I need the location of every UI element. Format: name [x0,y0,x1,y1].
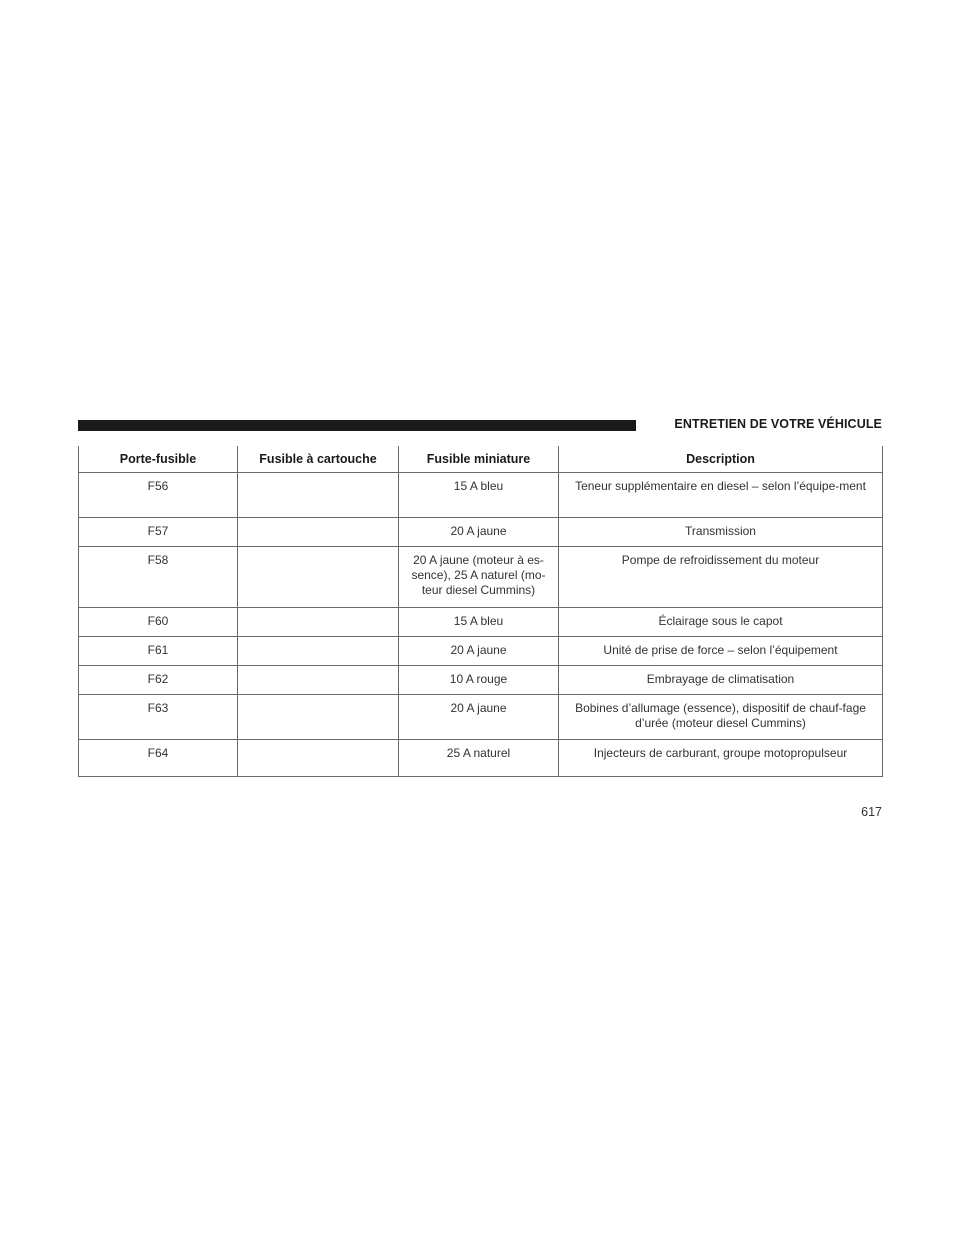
cell-mini-fuse: 10 A rouge [399,666,559,695]
table-row [79,518,883,547]
table-row [79,608,883,637]
cell-fuse-support: F63 [79,695,238,740]
cell-mini-fuse: 25 A naturel [399,740,559,777]
table-row [79,666,883,695]
column-header-fuse-support: Porte-fusible [79,446,238,473]
table-row [79,740,883,777]
table-row [79,473,883,518]
table-row [79,695,883,740]
cell-description: Embrayage de climatisation [559,666,883,695]
cell-description: Unité de prise de force – selon l’équipement [559,637,883,666]
cell-fuse-support: F58 [79,547,238,608]
cell-cartridge-fuse [238,473,399,518]
cell-description: Teneur supplémentaire en diesel – selon l’équipe-ment [559,473,883,518]
fuse-table [78,446,883,777]
cell-fuse-support: F64 [79,740,238,777]
table-row [79,547,883,608]
cell-cartridge-fuse [238,695,399,740]
page-number: 617 [861,805,882,819]
cell-cartridge-fuse [238,740,399,777]
cell-fuse-support: F61 [79,637,238,666]
cell-cartridge-fuse [238,518,399,547]
cell-cartridge-fuse [238,608,399,637]
cell-mini-fuse: 15 A bleu [399,473,559,518]
cell-mini-fuse: 20 A jaune [399,518,559,547]
cell-description: Bobines d’allumage (essence), dispositif de chauf-fage d’urée (moteur diesel Cummins) [559,695,883,740]
column-header-cartridge-fuse: Fusible à cartouche [238,446,399,473]
cell-fuse-support: F60 [79,608,238,637]
cell-cartridge-fuse [238,547,399,608]
cell-description: Pompe de refroidissement du moteur [559,547,883,608]
cell-mini-fuse: 15 A bleu [399,608,559,637]
cell-fuse-support: F56 [79,473,238,518]
cell-fuse-support: F57 [79,518,238,547]
cell-description: Transmission [559,518,883,547]
cell-description: Injecteurs de carburant, groupe motopropulseur [559,740,883,777]
cell-mini-fuse: 20 A jaune [399,695,559,740]
table-row [79,637,883,666]
cell-description: Éclairage sous le capot [559,608,883,637]
cell-fuse-support: F62 [79,666,238,695]
table-header-row [79,446,883,473]
section-header-bar [78,420,636,431]
column-header-mini-fuse: Fusible miniature [399,446,559,473]
cell-cartridge-fuse [238,637,399,666]
column-header-description: Description [559,446,883,473]
cell-cartridge-fuse [238,666,399,695]
cell-mini-fuse: 20 A jaune (moteur à es-sence), 25 A naturel (mo-teur diesel Cummins) [399,547,559,608]
section-title: ENTRETIEN DE VOTRE VÉHICULE [674,417,882,431]
cell-mini-fuse: 20 A jaune [399,637,559,666]
